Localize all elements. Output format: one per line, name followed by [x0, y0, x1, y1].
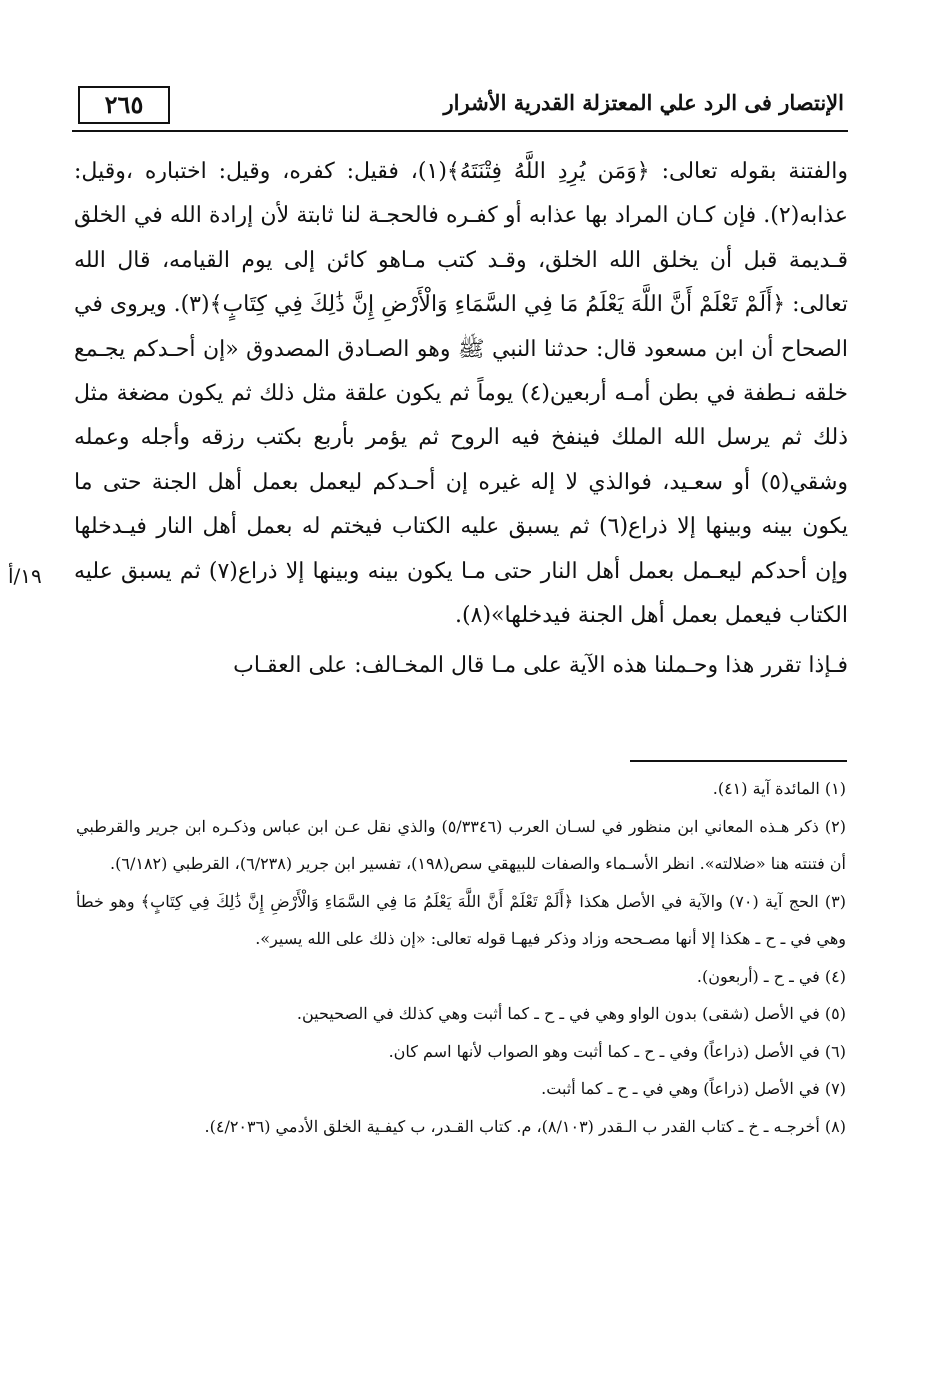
- footnote: (٣) الحج آية (٧٠) والآية في الأصل هكذا ﴿أَلَمْ تَعْلَمْ أَنَّ اللَّهَ يَعْلَمُ مَا فِي السَّمَاءِ وَالْأَرْضِ إِنَّ ذَٰلِكَ فِي كِتَابٍ﴾ وهو خطأ وهي في ـ ح ـ هكذا إلا أنها مصـححه وزاد وذكر فيهـا قوله تعالى: «إن ذلك على الله يسير».: [76, 891, 846, 948]
- main-text: [74, 150, 848, 689]
- footnote: (١) المائدة آية (٤١).: [712, 779, 846, 798]
- footnote: (٦) في الأصل (ذراعاً) وفي ـ ح ـ كما أثبت وهو الصواب لأنها اسم كان.: [388, 1041, 846, 1061]
- footnote: (٨) أخرجـه ـ خ ـ كتاب القدر ب الـقدر (٨/١٠٣)، م. كتاب القـدر، ب كيفـية الخلق الأدمي (٤/٢٠٣٦).: [204, 1116, 846, 1136]
- page-number: ٢٦٥: [78, 86, 170, 124]
- footnotes: [76, 770, 846, 1145]
- running-header: [72, 86, 848, 132]
- footnote: (٥) في الأصل (شقى) بدون الواو وهي في ـ ح ـ كما أثبت وهي كذلك في الصحيحين.: [296, 1004, 846, 1023]
- footnote-separator: [630, 760, 847, 762]
- body-paragraph: فـإذا تقرر هذا وحـملنا هذه الآية على مـا قال المخـالف: على العقـاب: [233, 653, 848, 679]
- footnote: (٤) في ـ ح ـ (أربعون).: [696, 966, 846, 986]
- body-paragraph: والفتنة بقوله تعالى: ﴿وَمَن يُرِدِ اللَّهُ فِتْنَتَهُ﴾(١)، فقيل: كفره، وقيل: اختباره ،وقيل: عذابه(٢). فإن كـان المراد بها عذابه أو كفـره فالحجـة لنا ثابتة لأن إرادة الله في الخلق قـديمة قبل أن يخلق الله الخلق، وقـد كتب مـاهو كائن إلى يوم القيامه، قال الله تعالى: ﴿أَلَمْ تَعْلَمْ أَنَّ اللَّهَ يَعْلَمُ مَا فِي السَّمَاءِ وَالْأَرْضِ إِنَّ ذَٰلِكَ فِي كِتَابٍ﴾(٣). ويروى في الصحاح أن ابن مسعود قال: حدثنا النبي ﷺ وهو الصـادق المصدوق «إن أحـدكم يجـمع خلقه نـطفة في بطن أمـه أربعين(٤) يوماً ثم يكون علقة مثل ذلك ثم يكون مضغة مثل ذلك ثم يرسل الله الملك فينفخ فيه الروح ثم يؤمر بأربع بكتب رزقه وأجله وعمله وشقي(٥) أو سعـيد، فوالذي لا إله غيره إن أحـدكم ليعمل بعمل أهل الجنة حتى ما يكون بينه وبينها إلا ذراع(٦) ثم يسبق عليه الكتاب فيختم له بعمل أهل النار فيـدخلها وإن أحدكم ليعـمل بعمل أهل النار حتى مـا يكون بينه وبينها إلا ذراع(٧) ثم يسبق عليه الكتاب فيعمل بعمل أهل الجنة فيدخلها»(٨).: [74, 159, 849, 629]
- margin-folio-note: ١٩/أ: [8, 564, 42, 588]
- running-title: الإنتصار فى الرد علي المعتزلة القدرية الأشرار: [443, 90, 844, 115]
- footnote: (٧) في الأصل (ذراعاً) وهي في ـ ح ـ كما أثبت.: [541, 1079, 846, 1098]
- footnote: (٢) ذكر هـذه المعاني ابن منظور في لسـان العرب (٥/٣٣٤٦) والذي نقل عـن ابن عباس وذكـره ابن جرير والقرطبي أن فتنته هنا «ضلالته». انظر الأسـماء والصفات للبيهقي سص(١٩٨)، تفسير ابن جرير (٦/٢٣٨)، القرطبي (٦/١٨٢).: [76, 816, 847, 873]
